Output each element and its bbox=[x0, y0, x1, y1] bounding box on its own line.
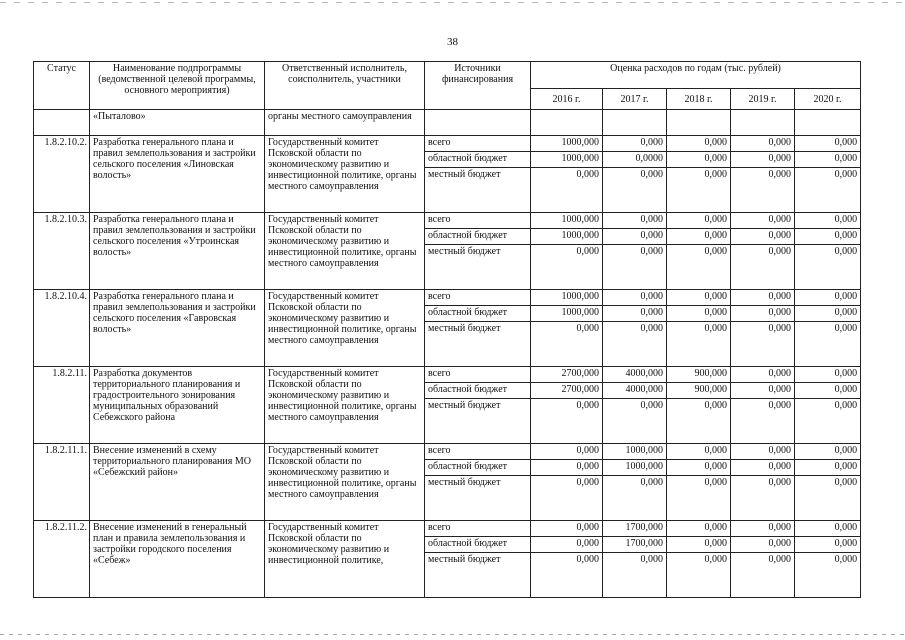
table-row bbox=[34, 367, 861, 383]
row-executor: Государственный комитет Псковской области по экономическому развитию и инвестиционной политике, органы местного самоуправления bbox=[265, 444, 425, 521]
row-value: 0,0000 bbox=[603, 152, 667, 168]
row-source: местный бюджет bbox=[425, 322, 531, 367]
scan-edge-top bbox=[0, 2, 905, 3]
row-value: 0,000 bbox=[795, 383, 861, 399]
row-value: 900,000 bbox=[667, 367, 731, 383]
row-value: 0,000 bbox=[667, 290, 731, 306]
row-name: Разработка генерального плана и правил землепользования и застройки сельского поселения «Линовская волость» bbox=[90, 136, 265, 213]
header-year: 2019 г. bbox=[731, 89, 795, 110]
table-row bbox=[34, 290, 861, 306]
header-year: 2018 г. bbox=[667, 89, 731, 110]
row-value: 0,000 bbox=[731, 136, 795, 152]
row-value: 0,000 bbox=[531, 322, 603, 367]
row-status: 1.8.2.10.2. bbox=[34, 136, 90, 213]
continuation-status bbox=[34, 110, 90, 136]
header-executor: Ответственный исполнитель, соисполнитель, участники bbox=[265, 62, 425, 110]
row-value: 0,000 bbox=[667, 306, 731, 322]
row-value: 900,000 bbox=[667, 383, 731, 399]
row-source: областной бюджет bbox=[425, 306, 531, 322]
row-value: 0,000 bbox=[603, 245, 667, 290]
row-source: всего bbox=[425, 521, 531, 537]
row-executor: Государственный комитет Псковской области по экономическому развитию и инвестиционной политике, bbox=[265, 521, 425, 598]
row-value: 0,000 bbox=[531, 399, 603, 444]
row-source: местный бюджет bbox=[425, 553, 531, 598]
row-value: 0,000 bbox=[603, 476, 667, 521]
row-value: 0,000 bbox=[603, 229, 667, 245]
row-value: 0,000 bbox=[667, 476, 731, 521]
row-value: 0,000 bbox=[795, 213, 861, 229]
row-source: областной бюджет bbox=[425, 383, 531, 399]
row-value: 0,000 bbox=[731, 383, 795, 399]
row-value: 0,000 bbox=[531, 521, 603, 537]
row-value: 0,000 bbox=[795, 168, 861, 213]
row-value: 0,000 bbox=[667, 245, 731, 290]
table-row bbox=[34, 444, 861, 460]
continuation-name: «Пыталово» bbox=[90, 110, 265, 136]
row-value: 0,000 bbox=[667, 229, 731, 245]
header-name: Наименование подпрограммы (ведомственной целевой программы, основного мероприятия) bbox=[90, 62, 265, 110]
row-value: 0,000 bbox=[795, 322, 861, 367]
row-value: 0,000 bbox=[531, 476, 603, 521]
row-name: Разработка генерального плана и правил землепользования и застройки сельского поселения «Гавровская волость» bbox=[90, 290, 265, 367]
row-source: областной бюджет bbox=[425, 537, 531, 553]
header-year: 2016 г. bbox=[531, 89, 603, 110]
row-value: 1000,000 bbox=[603, 460, 667, 476]
row-value: 0,000 bbox=[667, 553, 731, 598]
row-executor: Государственный комитет Псковской области по экономическому развитию и инвестиционной политике, органы местного самоуправления bbox=[265, 367, 425, 444]
row-source: всего bbox=[425, 367, 531, 383]
row-value: 0,000 bbox=[795, 245, 861, 290]
row-value: 0,000 bbox=[603, 213, 667, 229]
row-status: 1.8.2.11. bbox=[34, 367, 90, 444]
row-value: 0,000 bbox=[795, 521, 861, 537]
row-value: 0,000 bbox=[795, 460, 861, 476]
row-value: 0,000 bbox=[731, 245, 795, 290]
row-value: 1000,000 bbox=[531, 306, 603, 322]
row-executor: Государственный комитет Псковской области по экономическому развитию и инвестиционной политике, органы местного самоуправления bbox=[265, 213, 425, 290]
row-value: 0,000 bbox=[731, 322, 795, 367]
row-source: областной бюджет bbox=[425, 152, 531, 168]
row-value: 0,000 bbox=[795, 290, 861, 306]
table-row bbox=[34, 521, 861, 537]
row-source: областной бюджет bbox=[425, 229, 531, 245]
continuation-row bbox=[34, 110, 861, 136]
header-estimate: Оценка расходов по годам (тыс. рублей) bbox=[531, 62, 861, 89]
row-status: 1.8.2.10.4. bbox=[34, 290, 90, 367]
row-value: 0,000 bbox=[795, 553, 861, 598]
row-value: 1000,000 bbox=[603, 444, 667, 460]
row-value: 1000,000 bbox=[531, 152, 603, 168]
row-value: 0,000 bbox=[795, 476, 861, 521]
row-value: 0,000 bbox=[731, 229, 795, 245]
header-status: Статус bbox=[34, 62, 90, 110]
row-value: 0,000 bbox=[731, 537, 795, 553]
row-source: местный бюджет bbox=[425, 399, 531, 444]
row-value: 0,000 bbox=[731, 444, 795, 460]
row-value: 0,000 bbox=[731, 168, 795, 213]
row-value: 0,000 bbox=[667, 537, 731, 553]
row-value: 1000,000 bbox=[531, 213, 603, 229]
row-value: 0,000 bbox=[603, 136, 667, 152]
row-source: областной бюджет bbox=[425, 460, 531, 476]
row-executor: Государственный комитет Псковской области по экономическому развитию и инвестиционной политике, органы местного самоуправления bbox=[265, 290, 425, 367]
row-value: 0,000 bbox=[731, 476, 795, 521]
row-status: 1.8.2.11.1. bbox=[34, 444, 90, 521]
row-value: 0,000 bbox=[667, 213, 731, 229]
row-value: 0,000 bbox=[795, 152, 861, 168]
continuation-executor: органы местного самоуправления bbox=[265, 110, 425, 136]
row-value: 0,000 bbox=[603, 168, 667, 213]
row-value: 0,000 bbox=[667, 444, 731, 460]
row-value: 4000,000 bbox=[603, 383, 667, 399]
row-value: 0,000 bbox=[731, 213, 795, 229]
row-value: 0,000 bbox=[731, 306, 795, 322]
row-value: 0,000 bbox=[603, 553, 667, 598]
header-year: 2020 г. bbox=[795, 89, 861, 110]
row-source: всего bbox=[425, 290, 531, 306]
row-source: местный бюджет bbox=[425, 476, 531, 521]
row-value: 0,000 bbox=[603, 399, 667, 444]
row-value: 1700,000 bbox=[603, 537, 667, 553]
row-value: 0,000 bbox=[531, 537, 603, 553]
row-value: 0,000 bbox=[731, 460, 795, 476]
row-source: всего bbox=[425, 444, 531, 460]
row-source: всего bbox=[425, 213, 531, 229]
row-value: 0,000 bbox=[731, 290, 795, 306]
row-value: 1000,000 bbox=[531, 290, 603, 306]
row-value: 1000,000 bbox=[531, 229, 603, 245]
row-value: 0,000 bbox=[531, 444, 603, 460]
row-value: 0,000 bbox=[731, 152, 795, 168]
row-name: Внесение изменений в схему территориального планирования МО «Себежский район» bbox=[90, 444, 265, 521]
row-value: 0,000 bbox=[603, 306, 667, 322]
row-value: 2700,000 bbox=[531, 383, 603, 399]
row-executor: Государственный комитет Псковской области по экономическому развитию и инвестиционной политике, органы местного самоуправления bbox=[265, 136, 425, 213]
row-value: 0,000 bbox=[667, 322, 731, 367]
row-value: 0,000 bbox=[795, 399, 861, 444]
row-value: 0,000 bbox=[795, 444, 861, 460]
row-value: 0,000 bbox=[603, 322, 667, 367]
row-value: 0,000 bbox=[731, 399, 795, 444]
header-year: 2017 г. bbox=[603, 89, 667, 110]
row-value: 0,000 bbox=[795, 229, 861, 245]
row-value: 0,000 bbox=[795, 306, 861, 322]
row-value: 0,000 bbox=[667, 152, 731, 168]
page-number: 38 bbox=[447, 36, 458, 48]
row-value: 0,000 bbox=[667, 460, 731, 476]
row-value: 4000,000 bbox=[603, 367, 667, 383]
row-value: 0,000 bbox=[667, 521, 731, 537]
row-source: всего bbox=[425, 136, 531, 152]
row-source: местный бюджет bbox=[425, 168, 531, 213]
row-status: 1.8.2.11.2. bbox=[34, 521, 90, 598]
row-value: 1700,000 bbox=[603, 521, 667, 537]
row-status: 1.8.2.10.3. bbox=[34, 213, 90, 290]
row-value: 0,000 bbox=[731, 553, 795, 598]
header-sources: Источники финансирования bbox=[425, 62, 531, 110]
row-value: 0,000 bbox=[731, 521, 795, 537]
row-value: 0,000 bbox=[531, 460, 603, 476]
row-value: 0,000 bbox=[667, 168, 731, 213]
row-value: 0,000 bbox=[531, 245, 603, 290]
row-value: 0,000 bbox=[731, 367, 795, 383]
scan-edge-bottom bbox=[0, 634, 905, 635]
row-source: местный бюджет bbox=[425, 245, 531, 290]
row-value: 0,000 bbox=[795, 367, 861, 383]
table-row bbox=[34, 213, 861, 229]
row-value: 0,000 bbox=[531, 168, 603, 213]
row-value: 0,000 bbox=[667, 399, 731, 444]
row-value: 0,000 bbox=[531, 553, 603, 598]
row-name: Разработка документов территориального планирования и градостроительного зонирования муниципальных образований Себежского района bbox=[90, 367, 265, 444]
expenses-table bbox=[33, 61, 861, 598]
row-name: Разработка генерального плана и правил землепользования и застройки сельского поселения «Утроинская волость» bbox=[90, 213, 265, 290]
row-value: 0,000 bbox=[795, 136, 861, 152]
row-name: Внесение изменений в генеральный план и правила землепользования и застройки городского поселения «Себеж» bbox=[90, 521, 265, 598]
table-row bbox=[34, 136, 861, 152]
row-value: 0,000 bbox=[603, 290, 667, 306]
row-value: 0,000 bbox=[667, 136, 731, 152]
row-value: 0,000 bbox=[795, 537, 861, 553]
row-value: 1000,000 bbox=[531, 136, 603, 152]
row-value: 2700,000 bbox=[531, 367, 603, 383]
